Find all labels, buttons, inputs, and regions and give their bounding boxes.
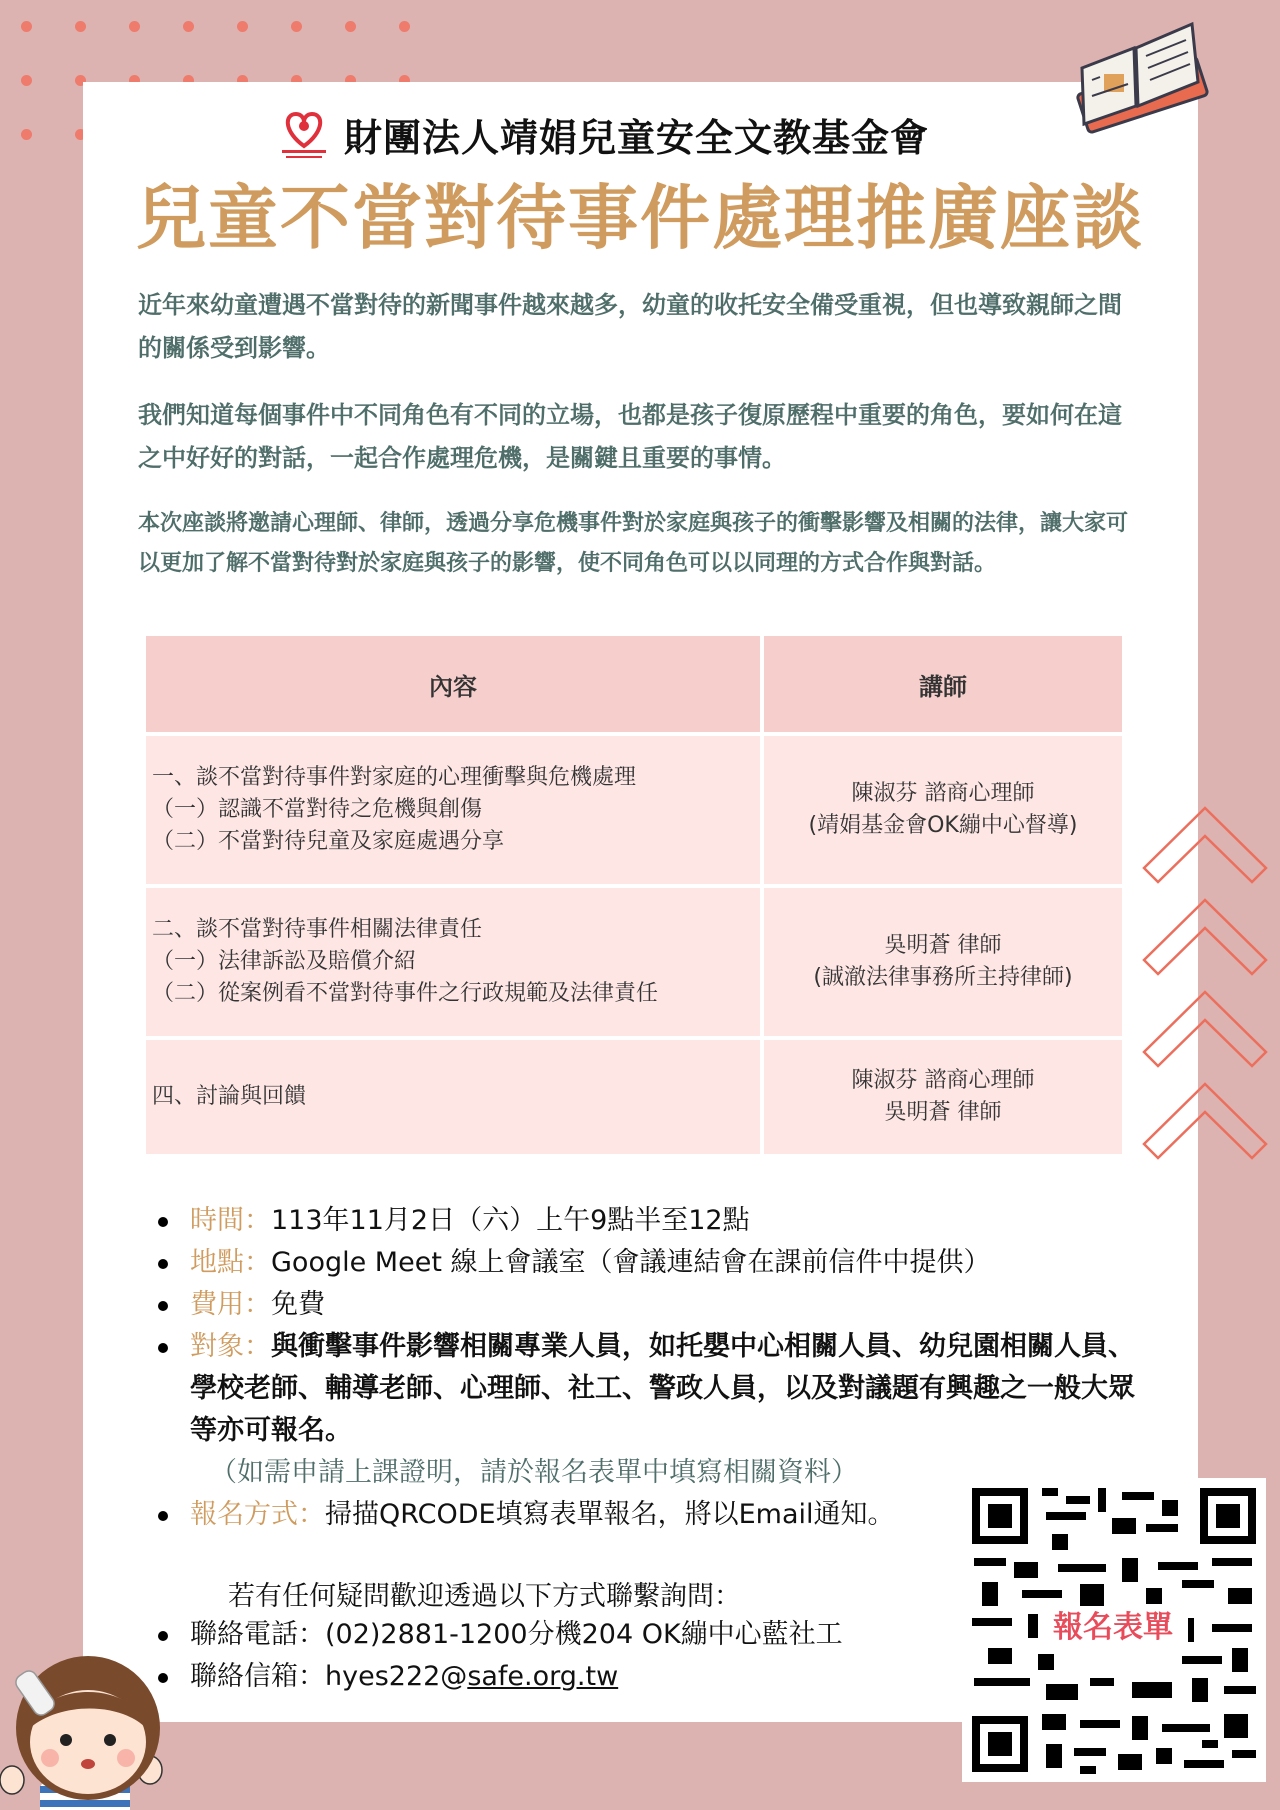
event-title: 兒童不當對待事件處理推廣座談 [136, 177, 1144, 259]
content-line: （一）認識不當對待之危機與創傷 [152, 797, 483, 822]
speaker-line: 陳淑芬 諮商心理師 [851, 781, 1035, 806]
org-name: 財團法人靖娟兒童安全文教基金會 [344, 115, 930, 160]
speaker-line: 吳明蒼 律師 [884, 933, 1002, 958]
speaker-line: 吳明蒼 律師 [884, 1100, 1002, 1125]
schedule-table [142, 632, 1126, 1158]
content-line: （二）從案例看不當對待事件之行政規範及法律責任 [152, 981, 659, 1006]
contact-phone: 聯絡電話：(02)2881-1200分機204 OK繃中心藍社工 [152, 1614, 1152, 1656]
intro-paragraph-1: 近年來幼童遭遇不當對待的新聞事件越來越多，幼童的收托安全備受重視，但也導致親師之間的關係受到影響。 [138, 291, 1122, 362]
detail-signup: 報名方式：掃描QRCODE填寫表單報名，將以Email通知。 [152, 1494, 1152, 1536]
detail-audience: 對象：與衝擊事件影響相關專業人員，如托嬰中心相關人員、幼兒園相關人員、學校老師、輔導老師、心理師、社工、警政人員，以及對議題有興趣之一般大眾等亦可報名。 [152, 1326, 1152, 1452]
content-line: （二）不當對待兒童及家庭處遇分享 [152, 829, 505, 854]
content-cell [144, 1038, 762, 1156]
header-speaker: 講師 [762, 634, 1124, 734]
table-row [144, 1038, 1124, 1156]
org-header [278, 106, 929, 162]
qr-label: 報名表單 [1038, 1606, 1188, 1650]
foundation-logo-icon [278, 106, 330, 162]
table-row [144, 886, 1124, 1038]
speaker-line: (靖娟基金會OK繃中心督導) [808, 813, 1078, 838]
speaker-line: 陳淑芬 諮商心理師 [851, 1068, 1035, 1093]
speaker-cell [762, 734, 1124, 886]
detail-time: 時間：113年11月2日（六）上午9點半至12點 [152, 1200, 1152, 1242]
speaker-cell [762, 1038, 1124, 1156]
chevron-up-icon [1140, 800, 1270, 1170]
table-header-row [144, 634, 1124, 734]
content-cell [144, 734, 762, 886]
content-cell [144, 886, 762, 1038]
email-link[interactable]: safe.org.tw [467, 1661, 619, 1692]
content-line: （一）法律訴訟及賠償介紹 [152, 949, 417, 974]
audience-note: （如需申請上課證明，請於報名表單中填寫相關資料） [210, 1457, 858, 1488]
detail-fee: 費用：免費 [152, 1284, 1152, 1326]
child-mascot-icon [0, 1640, 180, 1810]
content-line: 二、談不當對待事件相關法律責任 [152, 917, 483, 942]
content-line: 一、談不當對待事件對家庭的心理衝擊與危機處理 [152, 765, 637, 790]
intro-paragraph-2: 我們知道每個事件中不同角色有不同的立場，也都是孩子復原歷程中重要的角色，要如何在這之中好好的對話，一起合作處理危機，是關鍵且重要的事情。 [138, 401, 1122, 472]
contact-email: 聯絡信箱：hyes222@safe.org.tw [152, 1656, 1152, 1698]
content-line: 四、討論與回饋 [152, 1084, 307, 1109]
table-row [144, 734, 1124, 886]
intro-paragraph-3: 本次座談將邀請心理師、律師，透過分享危機事件對於家庭與孩子的衝擊影響及相關的法律，讓大家可以更加了解不當對待對於家庭與孩子的影響，使不同角色可以以同理的方式合作與對話。 [138, 511, 1129, 576]
speaker-line: (誠澈法律事務所主持律師) [813, 965, 1073, 990]
header-content: 內容 [144, 634, 762, 734]
contact-intro: 若有任何疑問歡迎透過以下方式聯繫詢問： [228, 1581, 741, 1612]
speaker-cell [762, 886, 1124, 1038]
book-stack-icon [1052, 6, 1222, 146]
detail-place: 地點：Google Meet 線上會議室（會議連結會在課前信件中提供） [152, 1242, 1152, 1284]
